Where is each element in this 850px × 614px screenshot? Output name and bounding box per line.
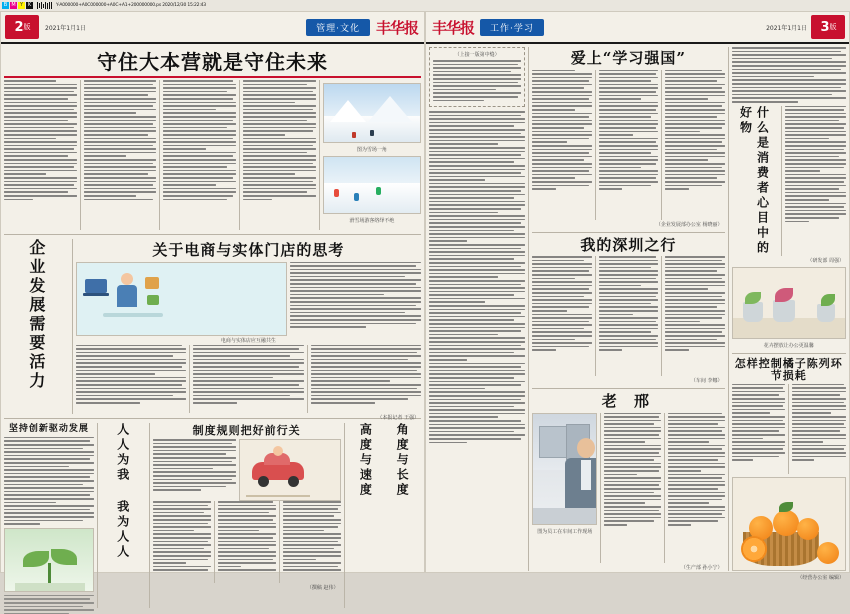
- orange-headline: 怎样控制橘子陈列环节损耗: [734, 356, 843, 382]
- second-headline: 我的深圳之行: [580, 235, 677, 254]
- portrait-photo-block: [532, 413, 597, 563]
- left-bottom-block: [4, 423, 421, 608]
- vertical-headline-enterprise: 企业发展需要活力: [26, 239, 46, 391]
- portrait-photo-caption: 图为员工在车间工作现场: [537, 528, 593, 535]
- right-lead-headline: 爱上“学习强国”: [570, 49, 686, 67]
- lead-col-1: [532, 70, 591, 220]
- right-vertical-body: [785, 106, 846, 256]
- vertical-sub-headline: 人人为我 我为人人: [115, 423, 130, 560]
- rule-red: [4, 76, 421, 78]
- swatch-cyan: B: [3, 2, 8, 8]
- swatch-yellow: Y: [19, 2, 24, 8]
- left-col-2: [84, 80, 157, 230]
- flower-pots-photo: [732, 267, 846, 339]
- ski-resort-photo-1: [323, 83, 421, 143]
- second-byline: （车间 李娜）: [690, 378, 723, 384]
- left-page-number: 2 版: [5, 15, 39, 39]
- left-middle-block: [4, 239, 421, 421]
- left-masthead: [1, 12, 424, 44]
- left-col-1: [4, 80, 77, 230]
- continued-label: （上接一版第中缝）: [454, 52, 500, 58]
- left-photo-column: [323, 80, 421, 230]
- ski-resort-photo-2: [323, 156, 421, 214]
- right-vertical-headline-block: [732, 106, 778, 256]
- left-masthead-logo: 丰华报: [375, 18, 418, 37]
- ecommerce-illustration: [76, 262, 287, 336]
- orange-col-2: [792, 384, 846, 474]
- swatch-magenta: M: [11, 2, 16, 8]
- barcode-icon: [37, 2, 53, 9]
- left-top-block: [4, 80, 421, 230]
- portrait-byline: （生产部 孙小宁）: [680, 564, 723, 571]
- vertical-headline-good-goods: 什么是消费者心目中的好物: [738, 105, 770, 256]
- lead-col-2: [599, 70, 658, 220]
- vertical-headline-height-speed: 高度与速度: [358, 423, 373, 498]
- left-page: [0, 11, 425, 592]
- right-vertical-byline: （研发部 周强）: [807, 257, 844, 264]
- continued-box: [429, 47, 525, 107]
- feature-headline: 关于电商与实体门店的思考: [152, 241, 345, 259]
- feature-byline: （本报记者 王强）: [377, 414, 419, 421]
- right-body: [426, 44, 849, 581]
- plant-illustration: [4, 528, 94, 592]
- cmyk-swatches: [2, 2, 34, 9]
- portrait-col-1: [604, 413, 661, 563]
- right-category: 工作·学习: [480, 19, 544, 36]
- right-masthead: [426, 12, 849, 44]
- divider: [4, 234, 421, 235]
- left-subfeature-block: [153, 423, 341, 608]
- subfeature-col-c: [218, 501, 276, 583]
- illustration-caption: 电商与实体店应互融共生: [220, 337, 276, 344]
- left-body: [1, 44, 424, 592]
- left-lead-headline: 守住大本营就是守住未来: [97, 50, 328, 74]
- left-col-4: [243, 80, 316, 230]
- left-bottom-col-1: [4, 423, 94, 608]
- right-masthead-logo: 丰华报: [432, 18, 475, 37]
- photo-caption-2: 滑雪场游客络绎不绝: [349, 218, 395, 224]
- portrait-headline: 老 邢: [601, 392, 655, 410]
- feature-col-c: [193, 345, 303, 413]
- small-head-1: 坚持创新驱动发展: [8, 424, 89, 434]
- portrait-col-2: [668, 413, 725, 563]
- photo-caption-1: 图为雪场一角: [356, 147, 387, 153]
- swatch-black: K: [27, 2, 32, 8]
- right-page: [425, 11, 850, 581]
- left-vertical-headline-block: [4, 239, 69, 414]
- left-vertical-sub-block: [101, 423, 146, 608]
- right-col-a: [429, 47, 525, 571]
- right-date: 2021年1月1日: [766, 24, 807, 32]
- subfeature-col-b: [153, 501, 211, 583]
- subfeature-byline: （撰稿 赵伟）: [306, 585, 339, 592]
- red-car-illustration: [239, 439, 341, 501]
- feature-col-b: [76, 345, 186, 413]
- prepress-code: Y-A000000+A0C000000+A0C+A1+200000000.ps 2020/12/30 15:22:43: [56, 3, 206, 8]
- right-lead-byline: （企业发展部办公室 杨晓丽）: [655, 221, 723, 228]
- left-feature-block: [76, 239, 421, 421]
- lead-col-3: [665, 70, 724, 220]
- oranges-photo: [732, 477, 846, 571]
- orange-col-1: [732, 384, 786, 474]
- left-date: 2021年1月1日: [45, 24, 86, 32]
- worker-portrait-photo: [532, 413, 597, 525]
- second-col-3: [665, 256, 724, 376]
- subfeature-col-d: [283, 501, 341, 583]
- right-page-number: 3 版: [811, 15, 845, 39]
- orange-byline: （经营办公室 编辑）: [797, 574, 844, 581]
- vertical-headline-angle-length: 角度与长度: [395, 423, 410, 498]
- left-vertical-pair: [348, 423, 421, 608]
- flower-caption: 花卉摆放让办公更温馨: [763, 342, 814, 349]
- left-col-3: [163, 80, 236, 230]
- left-category: 管理·文化: [306, 19, 370, 36]
- second-col-2: [599, 256, 658, 376]
- right-col-c: [732, 47, 846, 581]
- feature-col-d: [311, 345, 421, 413]
- subfeature-col-a: [153, 439, 236, 501]
- subfeature-headline: 制度规则把好前行关: [192, 424, 301, 437]
- feature-col-a: [290, 262, 421, 336]
- right-col-b: [532, 47, 724, 571]
- second-col-1: [532, 256, 591, 376]
